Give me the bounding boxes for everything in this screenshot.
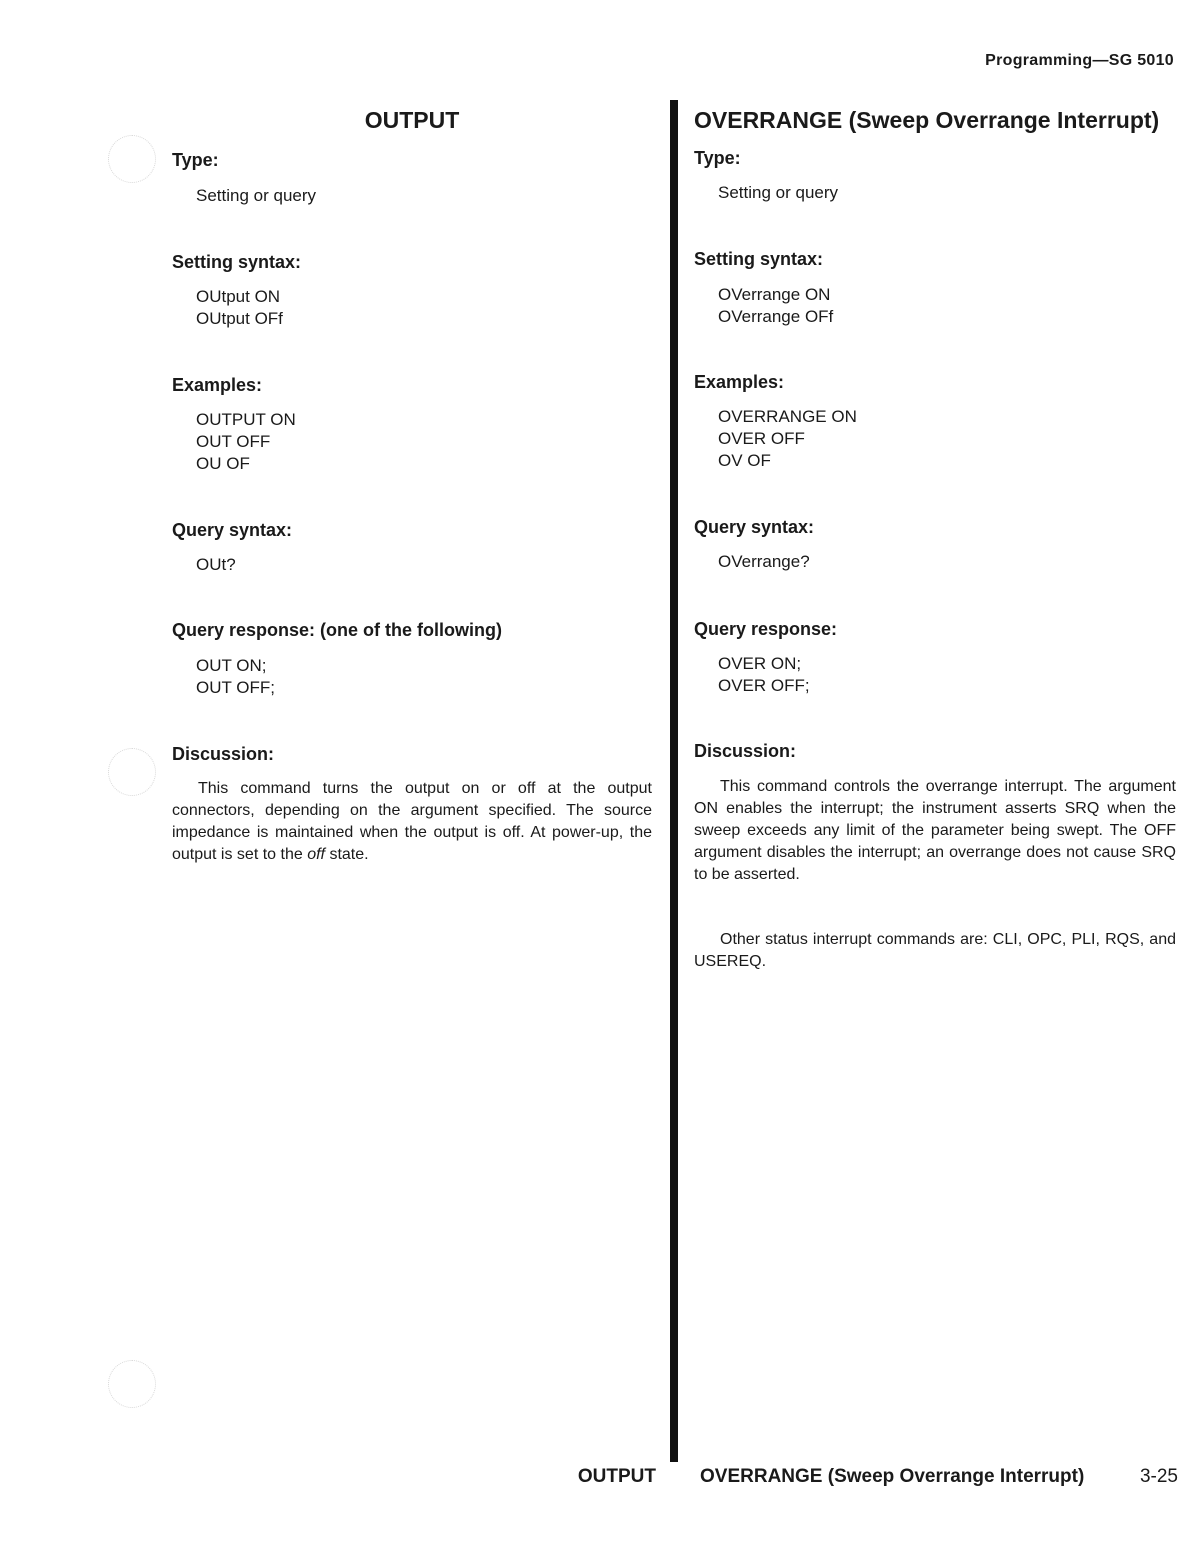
examples-heading: Examples:: [172, 375, 263, 395]
discussion-paragraph-related: Other status interrupt commands are: CLI, OPC, PLI, RQS, and USEREQ.: [694, 931, 1176, 970]
query-syntax-heading: Query syntax:: [172, 520, 293, 540]
binder-hole-top: [108, 135, 156, 183]
binder-hole-middle: [108, 748, 156, 796]
examples-heading: Examples:: [694, 372, 785, 392]
setting-syntax-line: OUtput OFf: [196, 309, 283, 328]
query-response-line: OVER OFF;: [718, 676, 810, 695]
query-response-line: OUT ON;: [196, 656, 267, 675]
type-heading: Type:: [694, 148, 741, 168]
query-syntax-heading: Query syntax:: [694, 517, 815, 537]
running-header: Programming—SG 5010: [985, 52, 1174, 69]
footer-left-label: OUTPUT: [577, 1466, 656, 1487]
column-divider: [670, 100, 678, 1462]
example-line: OVERRANGE ON: [718, 407, 857, 426]
setting-syntax-line: OVerrange ON: [718, 285, 831, 304]
discussion-paragraph: This command controls the overrange interrupt. The argument ON enables the interrupt; the instrument asserts SRQ when the sweep exceeds any limit of the parameter being swept. The OFF argument disables the interrupt; an overrange does not cause SRQ to be asserted.: [694, 778, 1176, 883]
setting-syntax-heading: Setting syntax:: [694, 249, 824, 269]
emphasis-off: off: [307, 846, 325, 863]
query-response-line: OUT OFF;: [196, 678, 276, 697]
query-syntax-value: OVerrange?: [718, 552, 810, 571]
command-title: OUTPUT: [364, 107, 460, 133]
setting-syntax-line: OVerrange OFf: [718, 307, 834, 326]
query-response-line: OVER ON;: [718, 654, 802, 673]
binder-hole-bottom: [108, 1360, 156, 1408]
example-line: OV OF: [718, 451, 771, 470]
page-number: 3-25: [1139, 1466, 1178, 1487]
command-title: OVERRANGE (Sweep Overrange Interrupt): [694, 107, 1160, 133]
discussion-heading: Discussion:: [172, 744, 275, 764]
query-response-heading: Query response:: [694, 619, 838, 639]
example-line: OU OF: [196, 454, 250, 473]
query-response-heading: Query response: (one of the following): [172, 620, 503, 640]
example-line: OVER OFF: [718, 429, 805, 448]
discussion-paragraph: This command turns the output on or off at the output connectors, depending on the argument specified. The source impedance is maintained when the output is off. At power-up, the output is set to the off state.: [172, 780, 652, 863]
type-value: Setting or query: [196, 186, 317, 205]
setting-syntax-line: OUtput ON: [196, 287, 281, 306]
type-heading: Type:: [172, 150, 219, 170]
setting-syntax-heading: Setting syntax:: [172, 252, 302, 272]
example-line: OUT OFF: [196, 432, 271, 451]
example-line: OUTPUT ON: [196, 410, 296, 429]
discussion-heading: Discussion:: [694, 741, 797, 761]
footer-right-label: OVERRANGE (Sweep Overrange Interrupt): [700, 1466, 1085, 1487]
type-value: Setting or query: [718, 183, 839, 202]
query-syntax-value: OUt?: [196, 555, 236, 574]
